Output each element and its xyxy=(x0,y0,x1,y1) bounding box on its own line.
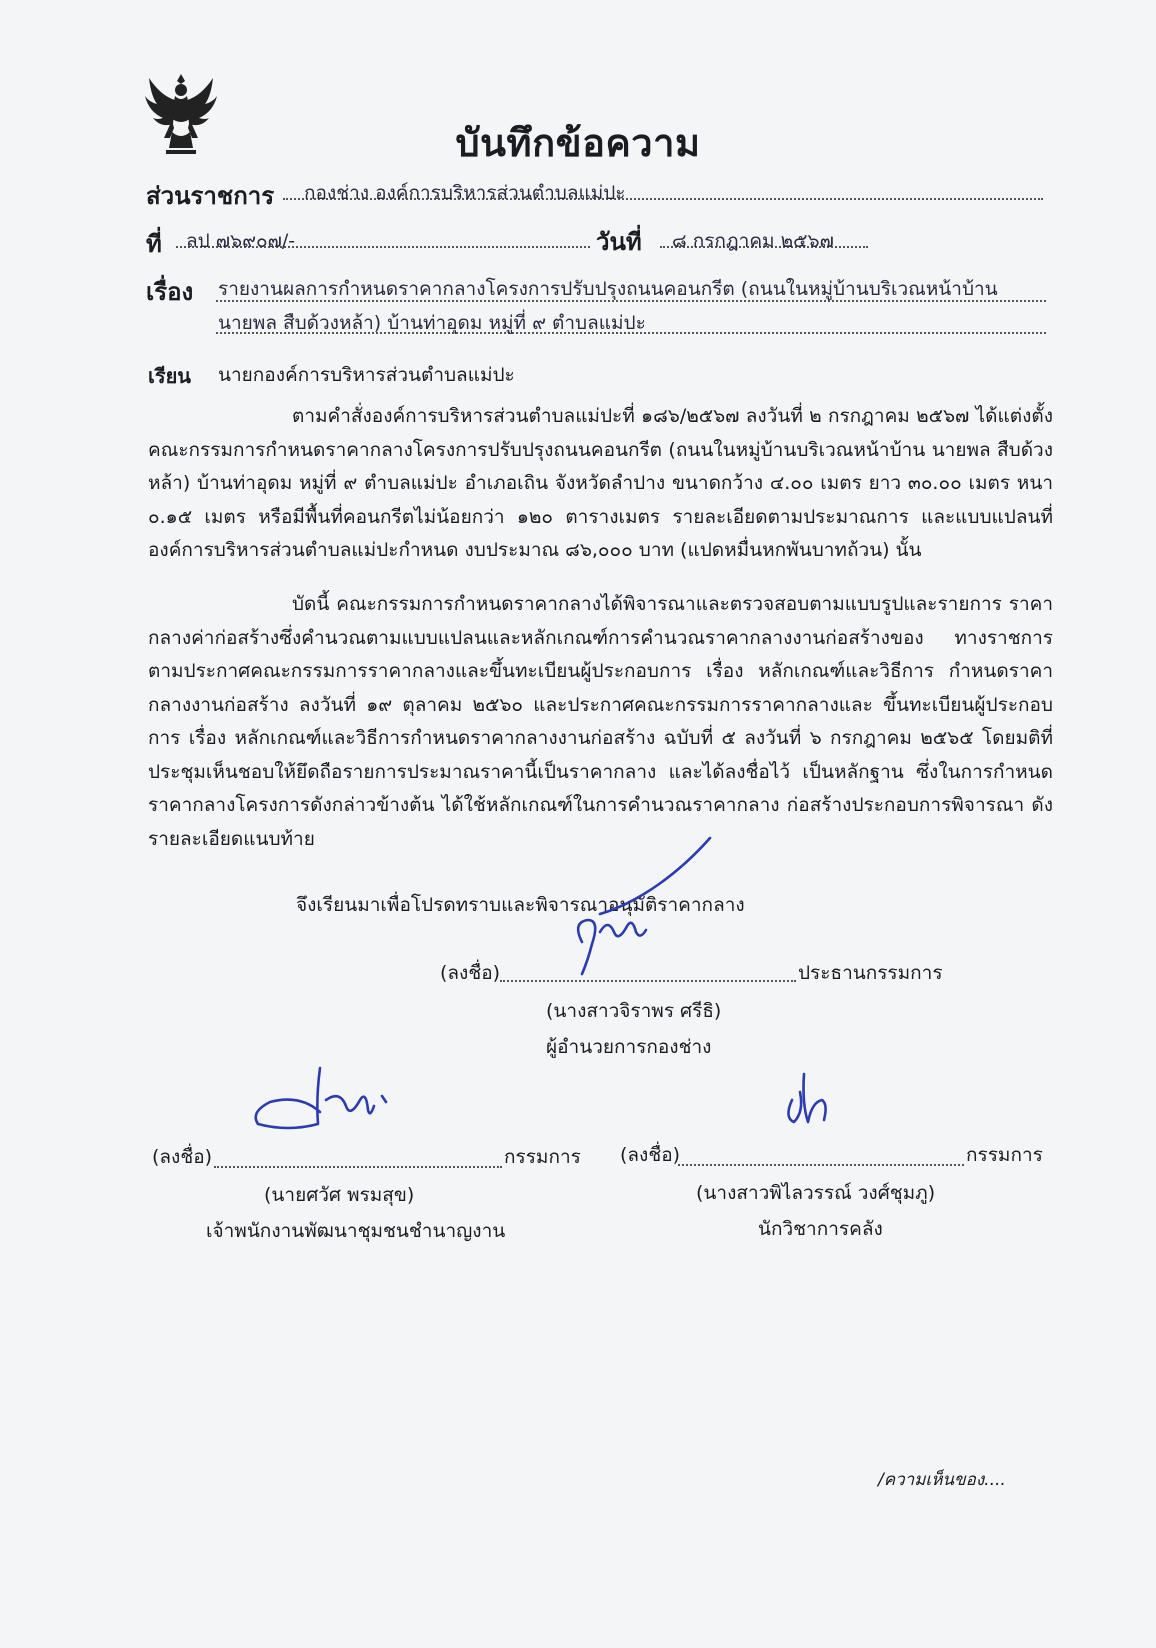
date-value: ๘ กรกฎาคม ๒๕๖๗ xyxy=(672,230,834,252)
member1-position: เจ้าพนักงานพัฒนาชุมชนชำนาญงาน xyxy=(206,1220,506,1242)
chair-role: ประธานกรรมการ xyxy=(798,962,943,984)
member2-position: นักวิชาการคลัง xyxy=(758,1218,883,1240)
ref-label: ที่ xyxy=(146,230,162,258)
paragraph-1: ตามคำสั่งองค์การบริหารส่วนตำบลแม่ปะที่ ๑๘๖/๒๕๖๗ ลงวันที่ ๒ กรกฎาคม ๒๕๖๗ ได้แต่งตั้งคณะกรรมการกำหนดราคากลางโครงการปรับปรุงถนนคอนกรีต (ถนนในหมู่บ้านบริเวณหน้าบ้าน นายพล สืบด้วงหล้า) บ้านท่าอุดม หมู่ที่ ๙ ตำบลแม่ปะ อำเภอเถิน จังหวัดลำปาง ขนาดกว้าง ๔.๐๐ เมตร ยาว ๓๐.๐๐ เมตร หนา ๐.๑๕ เมตร หรือมีพื้นที่คอนกรีตไม่น้อยกว่า ๑๒๐ ตารางเมตร รายละเอียดตามประมาณการ และแบบแปลนที่องค์การบริหารส่วนตำบลแม่ปะกำหนด งบประมาณ ๘๖,๐๐๐ บาท (แปดหมื่นหกพันบาทถ้วน) นั้น xyxy=(148,405,1053,561)
to-value: นายกองค์การบริหารส่วนตำบลแม่ปะ xyxy=(218,364,515,386)
subject-label: เรื่อง xyxy=(146,278,194,306)
chair-position: ผู้อำนวยการกองช่าง xyxy=(546,1036,712,1058)
chair-sign-line xyxy=(500,980,796,982)
member1-role: กรรมการ xyxy=(504,1146,581,1168)
agency-value: กองช่าง องค์การบริหารส่วนตำบลแม่ปะ xyxy=(304,182,626,204)
ref-value: ลป ๗๖๙๐๗/- xyxy=(186,230,296,252)
continued-note: /ความเห็นของ.... xyxy=(878,1470,1006,1490)
member2-sign-line xyxy=(678,1164,964,1166)
document-title: บันทึกข้อความ xyxy=(455,121,701,165)
member1-sign-label: (ลงชื่อ) xyxy=(152,1146,213,1168)
member2-name: (นางสาวพิไลวรรณ์ วงศ์ชุมภู) xyxy=(696,1182,936,1204)
member1-name: (นายศวัศ พรมสุข) xyxy=(264,1184,415,1206)
chair-sign-label: (ลงชื่อ) xyxy=(440,962,501,984)
to-label: เรียน xyxy=(148,364,191,388)
subject-line-2: นายพล สืบด้วงหล้า) บ้านท่าอุดม หมู่ที่ ๙ ตำบลแม่ปะ xyxy=(218,312,646,334)
date-label: วันที่ xyxy=(596,228,642,256)
member1-signature xyxy=(250,1060,420,1160)
closing-text: จึงเรียนมาเพื่อโปรดทราบและพิจารณาอนุมัติราคากลาง xyxy=(296,894,745,916)
member2-sign-label: (ลงชื่อ) xyxy=(620,1144,681,1166)
chair-signature xyxy=(560,832,760,982)
paragraph-2: บัดนี้ คณะกรรมการกำหนดราคากลางได้พิจารณาและตรวจสอบตามแบบรูปและรายการ ราคากลางค่าก่อสร้างซึ่งคำนวณตามแบบแปลนและหลักเกณฑ์การคำนวณราคากลางงานก่อสร้างของ ทางราชการ ตามประกาศคณะกรรมการราคากลางและขึ้นทะเบียนผู้ประกอบการ เรื่อง หลักเกณฑ์และวิธีการ กำหนดราคากลางงานก่อสร้าง ลงวันที่ ๑๙ ตุลาคม ๒๕๖๐ และประกาศคณะกรรมการราคากลางและ ขึ้นทะเบียนผู้ประกอบการ เรื่อง หลักเกณฑ์และวิธีการกำหนดราคากลางงานก่อสร้าง ฉบับที่ ๕ ลงวันที่ ๖ กรกฎาคม ๒๕๖๕ โดยมติที่ประชุมเห็นชอบให้ยึดถือรายการประมาณราคานี้เป็นราคากลาง และได้ลงชื่อไว้ เป็นหลักฐาน ซึ่งในการกำหนดราคากลางโครงการดังกล่าวข้างต้น ได้ใช้หลักเกณฑ์ในการคำนวณราคากลาง ก่อสร้างประกอบการพิจารณา ดังรายละเอียดแนบท้าย xyxy=(148,593,1053,850)
agency-label: ส่วนราชการ xyxy=(146,182,275,210)
member2-signature xyxy=(770,1060,860,1150)
subject-line-1: รายงานผลการกำหนดราคากลางโครงการปรับปรุงถนนคอนกรีต (ถนนในหมู่บ้านบริเวณหน้าบ้าน xyxy=(218,278,998,300)
chair-name: (นางสาวจิราพร ศรีธิ) xyxy=(546,1000,722,1022)
member2-role: กรรมการ xyxy=(966,1144,1043,1166)
member1-sign-line xyxy=(214,1166,502,1168)
